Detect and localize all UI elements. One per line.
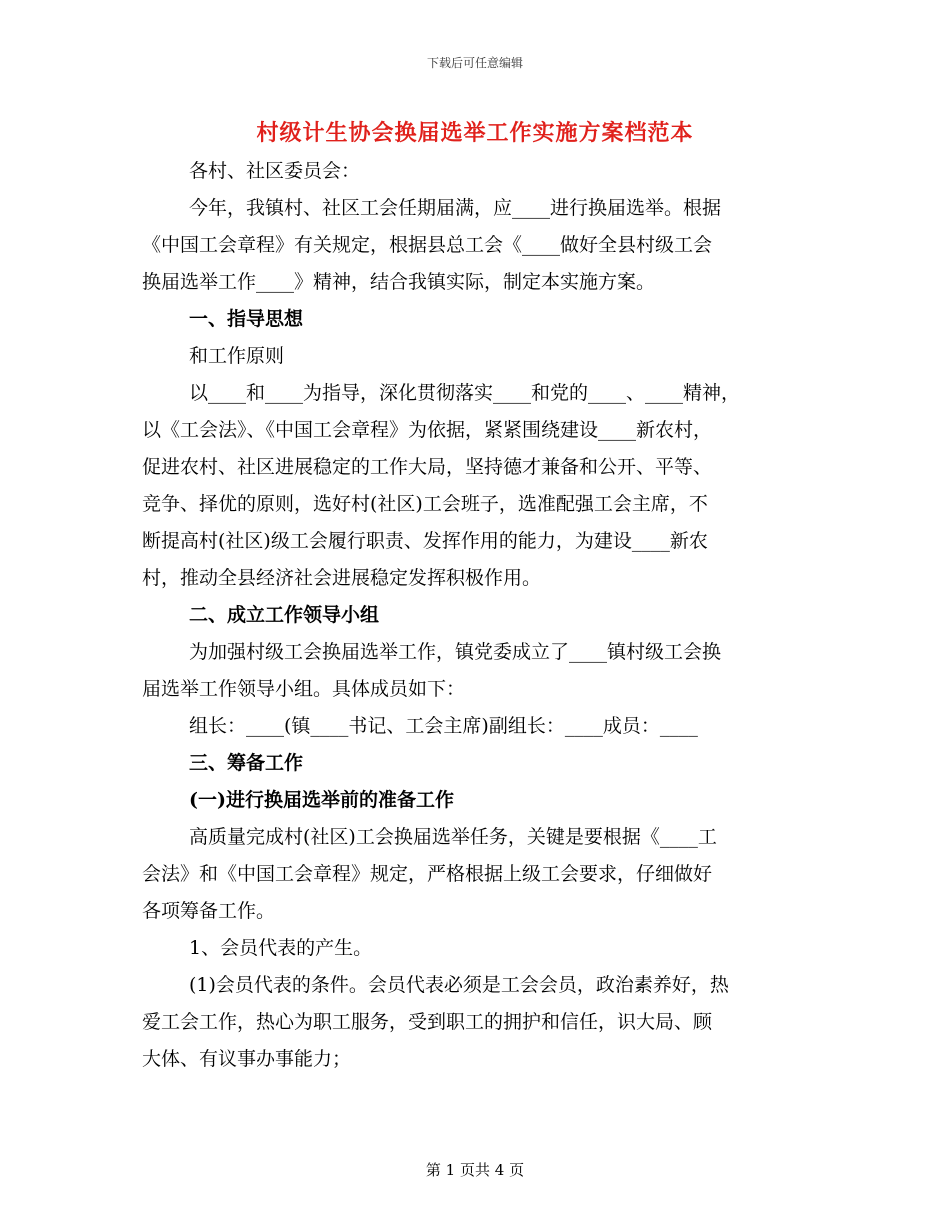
body-line: 断提高村(社区)级工会履行职责、发挥作用的能力，为建设____新农 — [142, 530, 708, 552]
body-line: 爱工会工作，热心为职工服务，受到职工的拥护和信任，识大局、顾 — [142, 1011, 713, 1033]
body-line: 届选举工作领导小组。具体成员如下： — [142, 678, 466, 700]
body-line: 竞争、择优的原则，选好村(社区)工会班子，选准配强工会主席，不 — [142, 493, 708, 515]
section-heading: 二、成立工作领导小组 — [189, 604, 380, 626]
page-number: 第 1 页共 4 页 — [425, 1161, 525, 1179]
body-line: 高质量完成村(社区)工会换届选举任务，关键是要根据《____工 — [189, 826, 717, 848]
section-heading: 三、筹备工作 — [189, 752, 304, 774]
body-line: 1、会员代表的产生。 — [189, 937, 373, 959]
body-line: 以《工会法》、《中国工会章程》为依据，紧紧围绕建设____新农村， — [142, 419, 713, 441]
body-line: 以____和____为指导，深化贯彻落实____和党的____、____精神， — [189, 382, 741, 404]
document-title: 村级计生协会换届选举工作实施方案档范本 — [256, 120, 694, 146]
body-line: 换届选举工作____》精神，结合我镇实际，制定本实施方案。 — [142, 271, 656, 293]
body-line: 组长：____(镇____书记、工会主席)副组长：____成员：____ — [189, 715, 698, 737]
body-line: 村，推动全县经济社会进展稳定发挥积极作用。 — [142, 567, 542, 589]
body-line: (1)会员代表的条件。会员代表必须是工会会员，政治素养好，热 — [189, 974, 729, 996]
body-line: 各村、社区委员会： — [189, 160, 361, 182]
body-line: 和工作原则 — [189, 345, 285, 367]
body-line: 《中国工会章程》有关规定，根据县总工会《____做好全县村级工会 — [142, 234, 713, 256]
section-heading: (一)进行换届选举前的准备工作 — [189, 789, 454, 811]
body-line: 今年，我镇村、社区工会任期届满，应____进行换届选举。根据 — [189, 197, 722, 219]
body-line: 大体、有议事办事能力； — [142, 1048, 352, 1070]
body-line: 促进农村、社区进展稳定的工作大局，坚持德才兼备和公开、平等、 — [142, 456, 713, 478]
body-line: 为加强村级工会换届选举工作，镇党委成立了____镇村级工会换 — [189, 641, 722, 663]
body-line: 会法》和《中国工会章程》规定，严格根据上级工会要求，仔细做好 — [142, 863, 713, 885]
header-note: 下载后可任意编辑 — [426, 56, 523, 70]
body-line: 各项筹备工作。 — [142, 900, 276, 922]
document-body — [142, 153, 808, 1078]
section-heading: 一、指导思想 — [189, 308, 304, 330]
